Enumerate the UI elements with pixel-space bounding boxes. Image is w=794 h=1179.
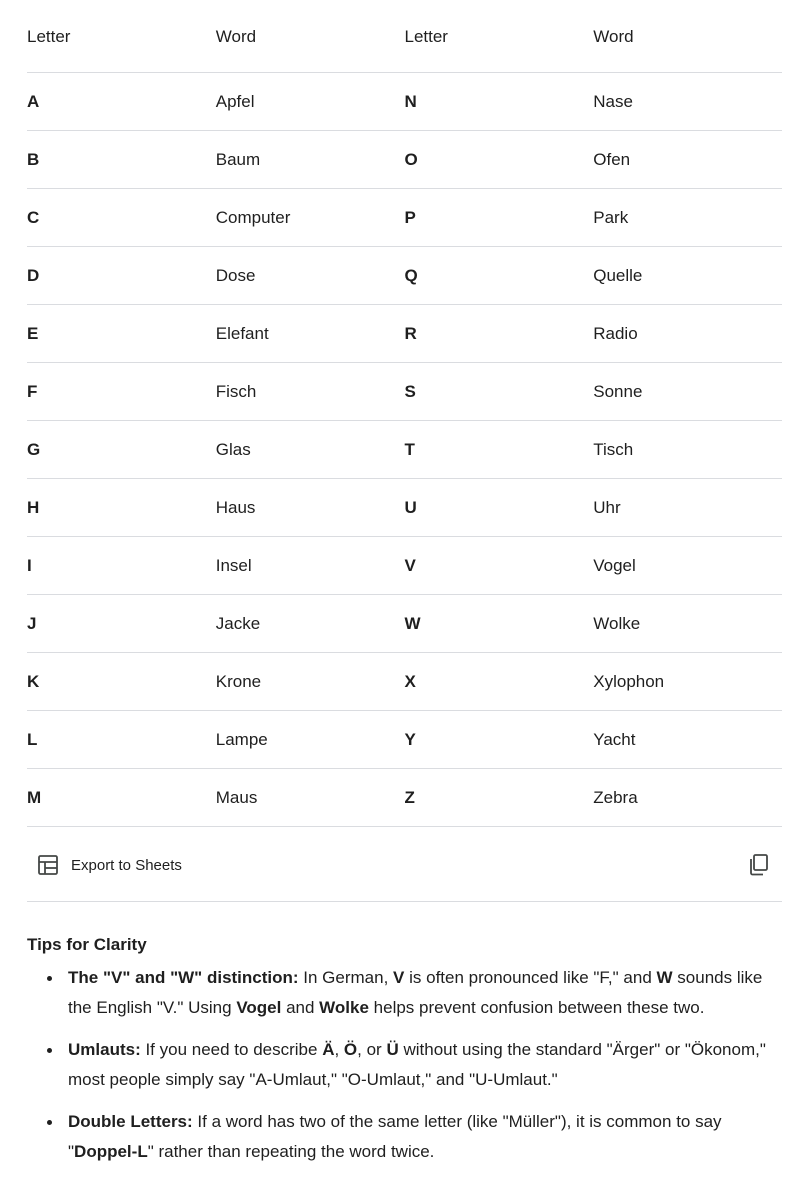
tip-item (68, 963, 782, 1023)
table-row (27, 189, 782, 247)
tip-text: and (281, 998, 320, 1017)
letter-cell: S (405, 363, 594, 421)
tip-bold-text: V (393, 968, 405, 987)
column-header-word: Word (593, 0, 782, 73)
word-cell: Haus (216, 479, 405, 537)
letter-cell: D (27, 247, 216, 305)
table-row (27, 537, 782, 595)
table-toolbar (27, 827, 782, 902)
letter-cell: K (27, 653, 216, 711)
word-cell: Quelle (593, 247, 782, 305)
tip-bold-text: Ä (322, 1040, 335, 1059)
table-row (27, 769, 782, 827)
letter-cell: L (27, 711, 216, 769)
tip-bold-text: Vogel (236, 998, 282, 1017)
letter-cell: H (27, 479, 216, 537)
column-header-letter: Letter (27, 0, 216, 73)
tips-heading: Tips for Clarity (27, 935, 147, 954)
tip-text: If you need to describe (140, 1040, 323, 1059)
table-row (27, 421, 782, 479)
alphabet-table (27, 0, 782, 827)
letter-cell: G (27, 421, 216, 479)
tip-text: is often pronounced like "F," and (404, 968, 657, 987)
letter-cell: E (27, 305, 216, 363)
letter-cell: W (405, 595, 594, 653)
word-cell: Dose (216, 247, 405, 305)
letter-cell: P (405, 189, 594, 247)
table-row (27, 711, 782, 769)
letter-cell: X (405, 653, 594, 711)
word-cell: Maus (216, 769, 405, 827)
word-cell: Vogel (593, 537, 782, 595)
tip-text: sounds like the English "V." Using (68, 968, 763, 1017)
tip-bold-text: Wolke (319, 998, 369, 1017)
tip-bold-text: Double Letters: (68, 1112, 193, 1131)
export-to-sheets-button[interactable] (37, 853, 182, 877)
word-cell: Park (593, 189, 782, 247)
word-cell: Tisch (593, 421, 782, 479)
word-cell: Lampe (216, 711, 405, 769)
word-cell: Fisch (216, 363, 405, 421)
word-cell: Wolke (593, 595, 782, 653)
tip-text: , (334, 1040, 344, 1059)
tip-bold-text: Umlauts: (68, 1040, 141, 1059)
letter-cell: J (27, 595, 216, 653)
tip-bold-text: Ü (386, 1040, 399, 1059)
letter-cell: V (405, 537, 594, 595)
table-row (27, 363, 782, 421)
word-cell: Uhr (593, 479, 782, 537)
copy-icon (748, 864, 770, 881)
letter-cell: B (27, 131, 216, 189)
response-content (27, 0, 782, 1179)
word-cell: Krone (216, 653, 405, 711)
tip-bold-text: Ö (343, 1040, 358, 1059)
tip-text: , or (357, 1040, 387, 1059)
table-row (27, 131, 782, 189)
tip-bold-text: Doppel-L (74, 1142, 148, 1161)
table-row (27, 479, 782, 537)
letter-cell: Y (405, 711, 594, 769)
word-cell: Elefant (216, 305, 405, 363)
word-cell: Glas (216, 421, 405, 479)
table-body (27, 73, 782, 827)
letter-cell: R (405, 305, 594, 363)
letter-cell: U (405, 479, 594, 537)
table-row (27, 595, 782, 653)
table-row (27, 247, 782, 305)
word-cell: Nase (593, 73, 782, 131)
tip-text: helps prevent confusion between these two. (368, 998, 705, 1017)
letter-cell: N (405, 73, 594, 131)
table-icon (37, 854, 59, 876)
letter-cell: Z (405, 769, 594, 827)
word-cell: Yacht (593, 711, 782, 769)
letter-cell: I (27, 537, 216, 595)
tip-bold-text: W (656, 968, 673, 987)
letter-cell: M (27, 769, 216, 827)
tip-text: If a word has two of the same letter (like "Müller"), it is common to say " (68, 1112, 722, 1161)
tip-item (68, 1035, 782, 1095)
word-cell: Ofen (593, 131, 782, 189)
letter-cell: C (27, 189, 216, 247)
table-row (27, 73, 782, 131)
tip-text: " rather than repeating the word twice. (147, 1142, 435, 1161)
word-cell: Computer (216, 189, 405, 247)
word-cell: Sonne (593, 363, 782, 421)
tip-text: without using the standard "Ärger" or "Ökonom," most people simply say "A-Umlaut," "O-Umlaut," and "U-Umlaut." (68, 1040, 766, 1089)
letter-cell: Q (405, 247, 594, 305)
letter-cell: A (27, 73, 216, 131)
column-header-word: Word (216, 0, 405, 73)
tip-bold-text: The "V" and "W" distinction: (68, 968, 299, 987)
word-cell: Apfel (216, 73, 405, 131)
word-cell: Baum (216, 131, 405, 189)
table-row (27, 653, 782, 711)
copy-table-button[interactable] (748, 853, 770, 877)
letter-cell: O (405, 131, 594, 189)
word-cell: Zebra (593, 769, 782, 827)
tip-text: In German, (298, 968, 394, 987)
letter-cell: T (405, 421, 594, 479)
tips-list (27, 963, 782, 1167)
export-to-sheets-label: Export to Sheets (71, 856, 182, 874)
word-cell: Radio (593, 305, 782, 363)
word-cell: Insel (216, 537, 405, 595)
word-cell: Xylophon (593, 653, 782, 711)
word-cell: Jacke (216, 595, 405, 653)
column-header-letter: Letter (405, 0, 594, 73)
table-row (27, 305, 782, 363)
letter-cell: F (27, 363, 216, 421)
tip-item (68, 1107, 782, 1167)
table-header-row (27, 0, 782, 73)
